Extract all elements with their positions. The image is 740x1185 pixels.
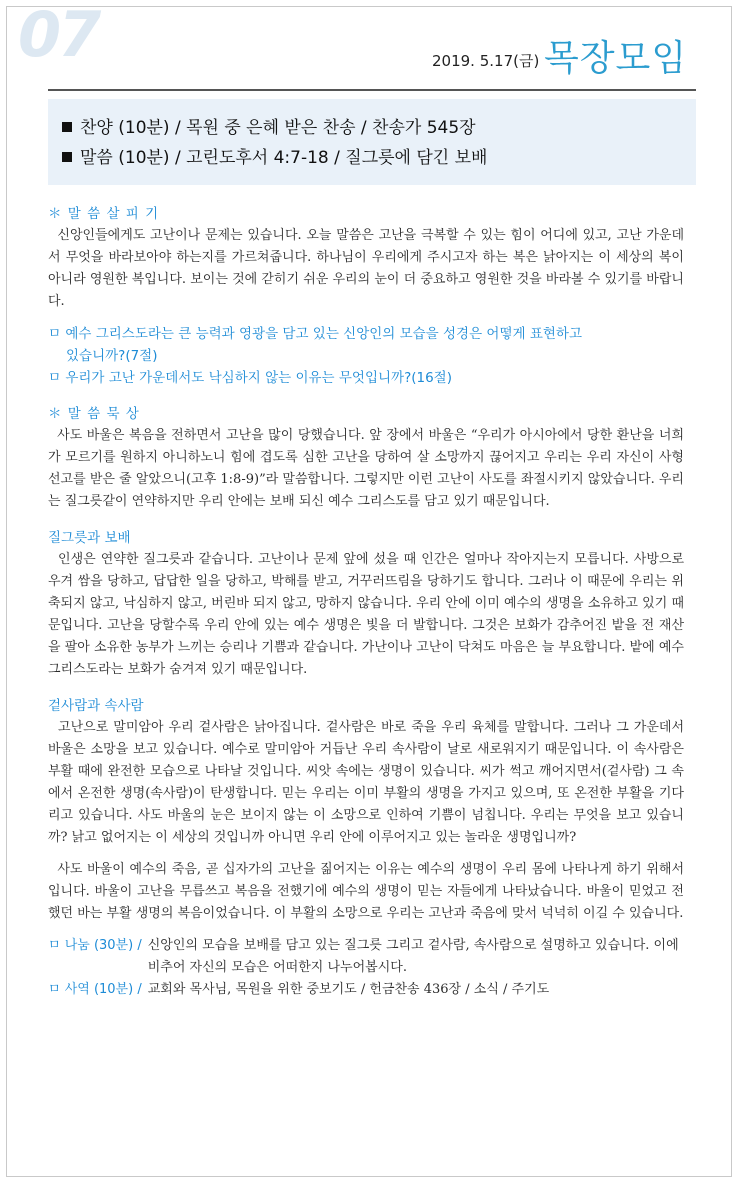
meeting-date: 2019. 5.17(금) [432,52,540,70]
square-bullet-icon [62,122,72,132]
footer-share-text: 신앙인의 모습을 보배를 담고 있는 질그릇 그리고 겉사람, 속사람으로 설명하고 있습니다. 이에 비추어 자신의 모습은 어떠한지 나누어봅시다. [147,938,679,975]
summary-row-praise [62,113,696,143]
section-text-inner-1: 고난으로 말미암아 우리 겉사람은 낡아집니다. 겉사람은 바로 죽을 우리 육체를 말합니다. 그러나 그 가운데서 바울은 소망을 보고 있습니다. 예수로 말미암아 거듭난 우리 속사람이 날로 새로워지기 때문입니다. 이 속사람은 부활 때에 완전한 모습으로 나타날 것입니다. 씨앗 속에는 생명이 있습니다. 씨가 썩고 깨어지면서(겉사람) 그 속에서 온전한 생명(속사람)이 탄생합니다. 믿는 우리는 이미 부활의 생명을 가지고 있으며, 또 온전한 부활을 기다리고 있습니다. 사도 바울의 눈은 보이지 않는 이 소망으로 인하여 기쁨이 넘칩니다. 우리는 무엇을 보고 있습니까? 낡고 없어지는 이 세상의 것입니까 아니면 우리 안에 이루어지고 있는 놀라운 생명입니까? [48,720,684,845]
square-bullet-icon [62,152,72,162]
footer-ministry-label: ㅁ 사역 (10분) / [48,982,142,997]
summary-box [48,99,696,185]
section-heading-inner: 겉사람과 속사람 [48,698,144,714]
page-title: 목장모임 [544,38,688,79]
section-text-inner-2: 사도 바울이 예수의 죽음, 곧 십자가의 고난을 짊어지는 이유는 예수의 생명이 우리 몸에 나타나게 하기 위해서입니다. 바울이 고난을 무릅쓰고 복음을 전했기에 예수의 생명이 믿는 자들에게 나타났습니다. 바울이 믿었고 전했던 바는 부활 생명의 복음이었습니다. 이 부활의 소망으로 우리는 고난과 죽음에 맞서 넉넉히 이길 수 있습니다. [48,862,685,921]
question-2: ㅁ 우리가 고난 가운데서도 낙심하지 않는 이유는 무엇입니까?(16절) [48,370,452,386]
main-content [48,203,684,1001]
section-text-vessel: 인생은 연약한 질그릇과 같습니다. 고난이나 문제 앞에 섰을 때 인간은 얼마나 작아지는지 모릅니다. 사방으로 우겨 쌈을 당하고, 답답한 일을 당하고, 박해를 받고, 거꾸러뜨림을 당하기도 합니다. 그러나 이 때문에 우리는 위축되지 않고, 낙심하지 않고, 버린바 되지 않고, 망하지 않습니다. 우리 안에 이미 예수의 생명을 소유하고 있기 때문입니다. 고난을 당할수록 우리 안에 있는 예수 생명은 빛을 더 발합니다. 그것은 보화가 감추어진 밭을 전 재산을 팔아 소유한 농부가 느끼는 승리나 기쁨과 같습니다. 가난이나 고난이 닥쳐도 마음은 늘 부요합니다. 밭에 예수 그리스도라는 보화가 숨겨져 있기 때문입니다. [48,552,684,677]
section-text-meditate: 사도 바울은 복음을 전하면서 고난을 많이 당했습니다. 앞 장에서 바울은 “우리가 아시아에서 당한 환난을 너희가 모르기를 원하지 아니하노니 힘에 겹도록 심한 고난을 당하여 살 소망까지 끊어지고 우리는 우리 자신이 사형 선고를 받은 줄 알았으니(고후 1:8-9)”라 말씀합니다. 그렇지만 이런 고난이 사도를 좌절시키지 않았습니다. 우리는 질그릇같이 연약하지만 우리 안에는 보배 되신 예수 그리스도를 담고 있기 때문입니다. [48,428,685,509]
header-divider [48,89,696,91]
question-1-line-1: ㅁ 예수 그리스도라는 큰 능력과 영광을 담고 있는 신앙인의 모습을 성경은 어떻게 표현하고 [48,326,583,342]
section-heading-vessel: 질그릇과 보배 [48,530,131,546]
question-1 [48,323,684,367]
summary-row-word [62,143,696,173]
footer-share [48,935,684,979]
footer-share-label: ㅁ 나눔 (30분) / [48,938,142,953]
section-heading-look: ＊ 말 씀 살 피 기 [48,206,160,222]
footer-ministry-text: 교회와 목사님, 목원을 위한 중보기도 / 헌금찬송 436장 / 소식 / 주기도 [147,982,550,997]
summary-praise-text: 찬양 (10분) / 목원 중 은혜 받은 찬송 / 찬송가 545장 [80,118,476,138]
summary-word-text: 말씀 (10분) / 고린도후서 4:7-18 / 질그릇에 담긴 보배 [80,148,488,168]
page-number: 07 [18,0,99,71]
question-1-line-2: 있습니까?(7절) [66,348,158,364]
section-heading-meditate: ＊ 말 씀 묵 상 [48,406,140,422]
section-text-look: 신앙인들에게도 고난이나 문제는 있습니다. 오늘 말씀은 고난을 극복할 수 있는 힘이 어디에 있고, 고난 가운데서 무엇을 바라보아야 하는지를 가르쳐줍니다. 하나님이 우리에게 주시고자 하는 복은 낡아지는 이 세상의 복이 아니라 영원한 복입니다. 보이는 것에 갇히기 쉬운 우리의 눈이 더 중요하고 영원한 것을 바라볼 수 있기를 바랍니다. [48,228,685,309]
footer-ministry [48,979,684,1001]
